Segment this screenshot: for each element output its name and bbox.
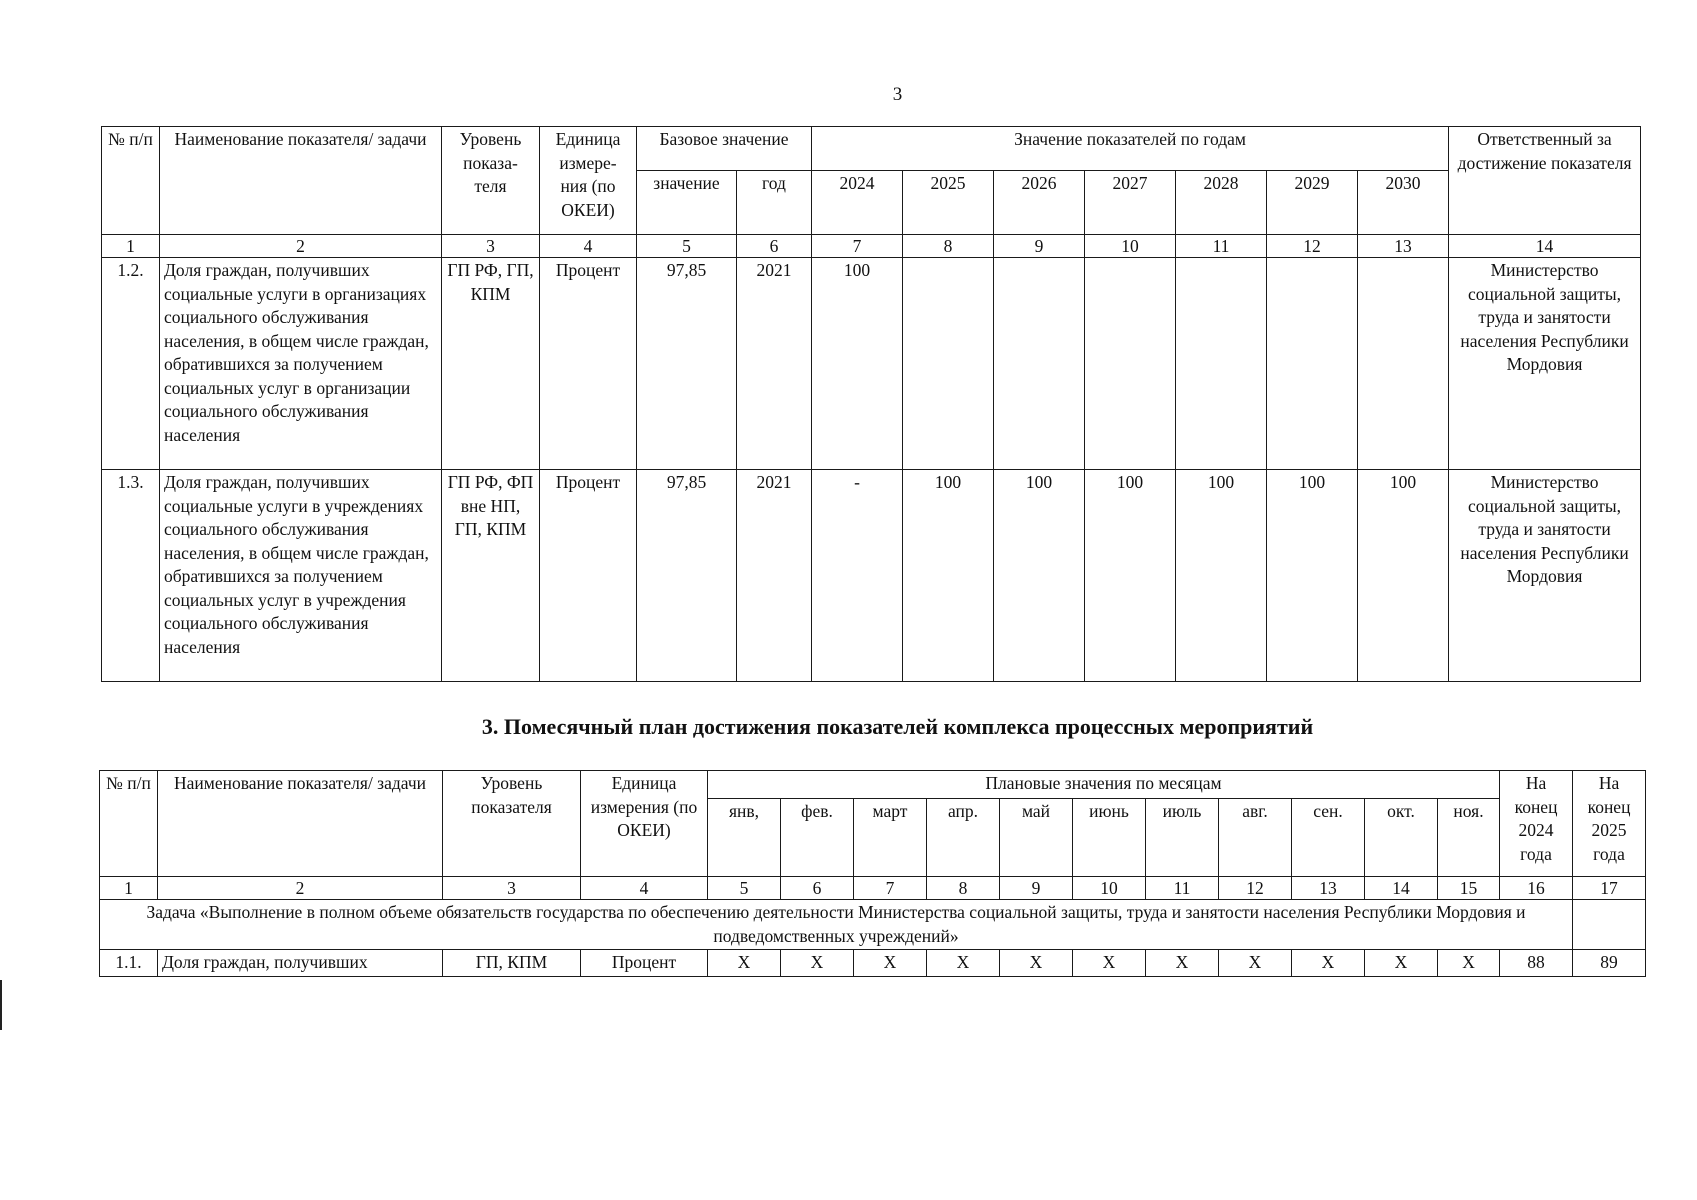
column-number: 14 xyxy=(1365,877,1438,900)
column-number: 17 xyxy=(1573,877,1646,900)
row-level: ГП РФ, ФП вне НП, ГП, КПМ xyxy=(442,470,540,682)
column-number: 2 xyxy=(158,877,443,900)
header-month: сен. xyxy=(1292,799,1365,877)
column-number: 1 xyxy=(102,235,160,258)
monthly-plan-table xyxy=(99,770,1646,977)
row-month-value: X xyxy=(854,950,927,977)
row-year-value: 100 xyxy=(994,470,1085,682)
row-year-value: 100 xyxy=(1267,470,1358,682)
row-level: ГП, КПМ xyxy=(443,950,581,977)
column-number: 6 xyxy=(737,235,812,258)
header-month: ноя. xyxy=(1438,799,1500,877)
row-name: Доля граждан, получивших социальные услуги в организациях социального обслуживания населения, в общем числе граждан, обратившихся за получением социальных услуг в организации социального обслуживания населения xyxy=(160,258,442,470)
row-month-value: X xyxy=(708,950,781,977)
row-month-value: X xyxy=(781,950,854,977)
column-number: 5 xyxy=(708,877,781,900)
row-year-value xyxy=(1085,258,1176,470)
column-number: 9 xyxy=(994,235,1085,258)
header-year: 2030 xyxy=(1358,171,1449,235)
header-month: окт. xyxy=(1365,799,1438,877)
header-num: № п/п xyxy=(100,771,158,877)
column-number: 14 xyxy=(1449,235,1641,258)
column-number: 4 xyxy=(540,235,637,258)
column-number: 13 xyxy=(1292,877,1365,900)
header-year: 2028 xyxy=(1176,171,1267,235)
row-month-value: X xyxy=(1146,950,1219,977)
header-base-year: год xyxy=(737,171,812,235)
header-name: Наименование показателя/ задачи xyxy=(160,127,442,235)
column-number: 8 xyxy=(927,877,1000,900)
row-year-value xyxy=(1267,258,1358,470)
row-level: ГП РФ, ГП, КПМ xyxy=(442,258,540,470)
row-year-value: - xyxy=(812,470,903,682)
row-year-value xyxy=(903,258,994,470)
column-number: 1 xyxy=(100,877,158,900)
header-year: 2027 xyxy=(1085,171,1176,235)
row-year-value: 100 xyxy=(903,470,994,682)
row-num: 1.2. xyxy=(102,258,160,470)
column-number: 9 xyxy=(1000,877,1073,900)
header-year: 2029 xyxy=(1267,171,1358,235)
task-row xyxy=(100,900,1646,950)
row-num: 1.3. xyxy=(102,470,160,682)
header-unit: Единица измерения (по ОКЕИ) xyxy=(581,771,708,877)
header-level: Уровень показа- теля xyxy=(442,127,540,235)
task-empty-cell xyxy=(1573,900,1646,950)
row-unit: Процент xyxy=(540,470,637,682)
header-year: 2026 xyxy=(994,171,1085,235)
task-text: Задача «Выполнение в полном объеме обязательств государства по обеспечению деятельности Министерства социальной защиты, труда и занятости населения Республики Мордовия и подведомственных учреждений» xyxy=(100,900,1573,950)
column-number: 4 xyxy=(581,877,708,900)
header-num: № п/п xyxy=(102,127,160,235)
row-year-value xyxy=(1176,258,1267,470)
column-number: 11 xyxy=(1146,877,1219,900)
header-name: Наименование показателя/ задачи xyxy=(158,771,443,877)
header-month: июнь xyxy=(1073,799,1146,877)
column-number: 7 xyxy=(812,235,903,258)
row-year-value: 100 xyxy=(1176,470,1267,682)
header-year: 2025 xyxy=(903,171,994,235)
header-year: 2024 xyxy=(812,171,903,235)
header-month: янв, xyxy=(708,799,781,877)
row-end-2024: 88 xyxy=(1500,950,1573,977)
row-num: 1.1. xyxy=(100,950,158,977)
row-year-value: 100 xyxy=(1358,470,1449,682)
column-number: 6 xyxy=(781,877,854,900)
header-month: апр. xyxy=(927,799,1000,877)
row-responsible: Министерство социальной защиты, труда и занятости населения Республики Мордовия xyxy=(1449,258,1641,470)
row-name: Доля граждан, получивших xyxy=(158,950,443,977)
column-numbers-row xyxy=(100,877,1646,900)
row-month-value: X xyxy=(1292,950,1365,977)
table-row xyxy=(102,258,1641,470)
row-year-value xyxy=(994,258,1085,470)
column-number: 2 xyxy=(160,235,442,258)
row-month-value: X xyxy=(1438,950,1500,977)
header-month: май xyxy=(1000,799,1073,877)
header-level: Уровень показателя xyxy=(443,771,581,877)
header-unit: Единица измере- ния (по ОКЕИ) xyxy=(540,127,637,235)
column-number: 13 xyxy=(1358,235,1449,258)
header-responsible: Ответственный за достижение показателя xyxy=(1449,127,1641,235)
column-number: 15 xyxy=(1438,877,1500,900)
row-name: Доля граждан, получивших социальные услуги в учреждениях социального обслуживания населения, в общем числе граждан, обратившихся за получением социальных услуг в учреждения социального обслуживания населения xyxy=(160,470,442,682)
indicators-table xyxy=(101,126,1641,682)
column-number: 7 xyxy=(854,877,927,900)
column-number: 8 xyxy=(903,235,994,258)
header-base: Базовое значение xyxy=(637,127,812,171)
row-month-value: X xyxy=(1000,950,1073,977)
header-years-group: Значение показателей по годам xyxy=(812,127,1449,171)
row-end-2025: 89 xyxy=(1573,950,1646,977)
row-base-year: 2021 xyxy=(737,470,812,682)
row-year-value: 100 xyxy=(1085,470,1176,682)
scan-edge-mark xyxy=(0,980,2,1030)
column-numbers-row xyxy=(102,235,1641,258)
row-base-value: 97,85 xyxy=(637,258,737,470)
header-base-value: значение xyxy=(637,171,737,235)
column-number: 10 xyxy=(1085,235,1176,258)
row-responsible: Министерство социальной защиты, труда и занятости населения Республики Мордовия xyxy=(1449,470,1641,682)
page-number: 3 xyxy=(892,84,903,105)
header-months-group: Плановые значения по месяцам xyxy=(708,771,1500,799)
table-row xyxy=(100,950,1646,977)
row-month-value: X xyxy=(1365,950,1438,977)
section-title: 3. Помесячный план достижения показателей комплекса процессных мероприятий xyxy=(481,714,1314,739)
column-number: 12 xyxy=(1219,877,1292,900)
column-number: 16 xyxy=(1500,877,1573,900)
header-end-2024: На конец 2024 года xyxy=(1500,771,1573,877)
column-number: 3 xyxy=(443,877,581,900)
header-month: март xyxy=(854,799,927,877)
row-base-year: 2021 xyxy=(737,258,812,470)
header-month: июль xyxy=(1146,799,1219,877)
row-month-value: X xyxy=(1219,950,1292,977)
row-month-value: X xyxy=(927,950,1000,977)
row-month-value: X xyxy=(1073,950,1146,977)
header-month: фев. xyxy=(781,799,854,877)
table-row xyxy=(102,470,1641,682)
column-number: 5 xyxy=(637,235,737,258)
header-end-2025: На конец 2025 года xyxy=(1573,771,1646,877)
column-number: 3 xyxy=(442,235,540,258)
column-number: 12 xyxy=(1267,235,1358,258)
row-year-value: 100 xyxy=(812,258,903,470)
column-number: 11 xyxy=(1176,235,1267,258)
row-unit: Процент xyxy=(540,258,637,470)
header-month: авг. xyxy=(1219,799,1292,877)
column-number: 10 xyxy=(1073,877,1146,900)
row-base-value: 97,85 xyxy=(637,470,737,682)
row-unit: Процент xyxy=(581,950,708,977)
row-year-value xyxy=(1358,258,1449,470)
